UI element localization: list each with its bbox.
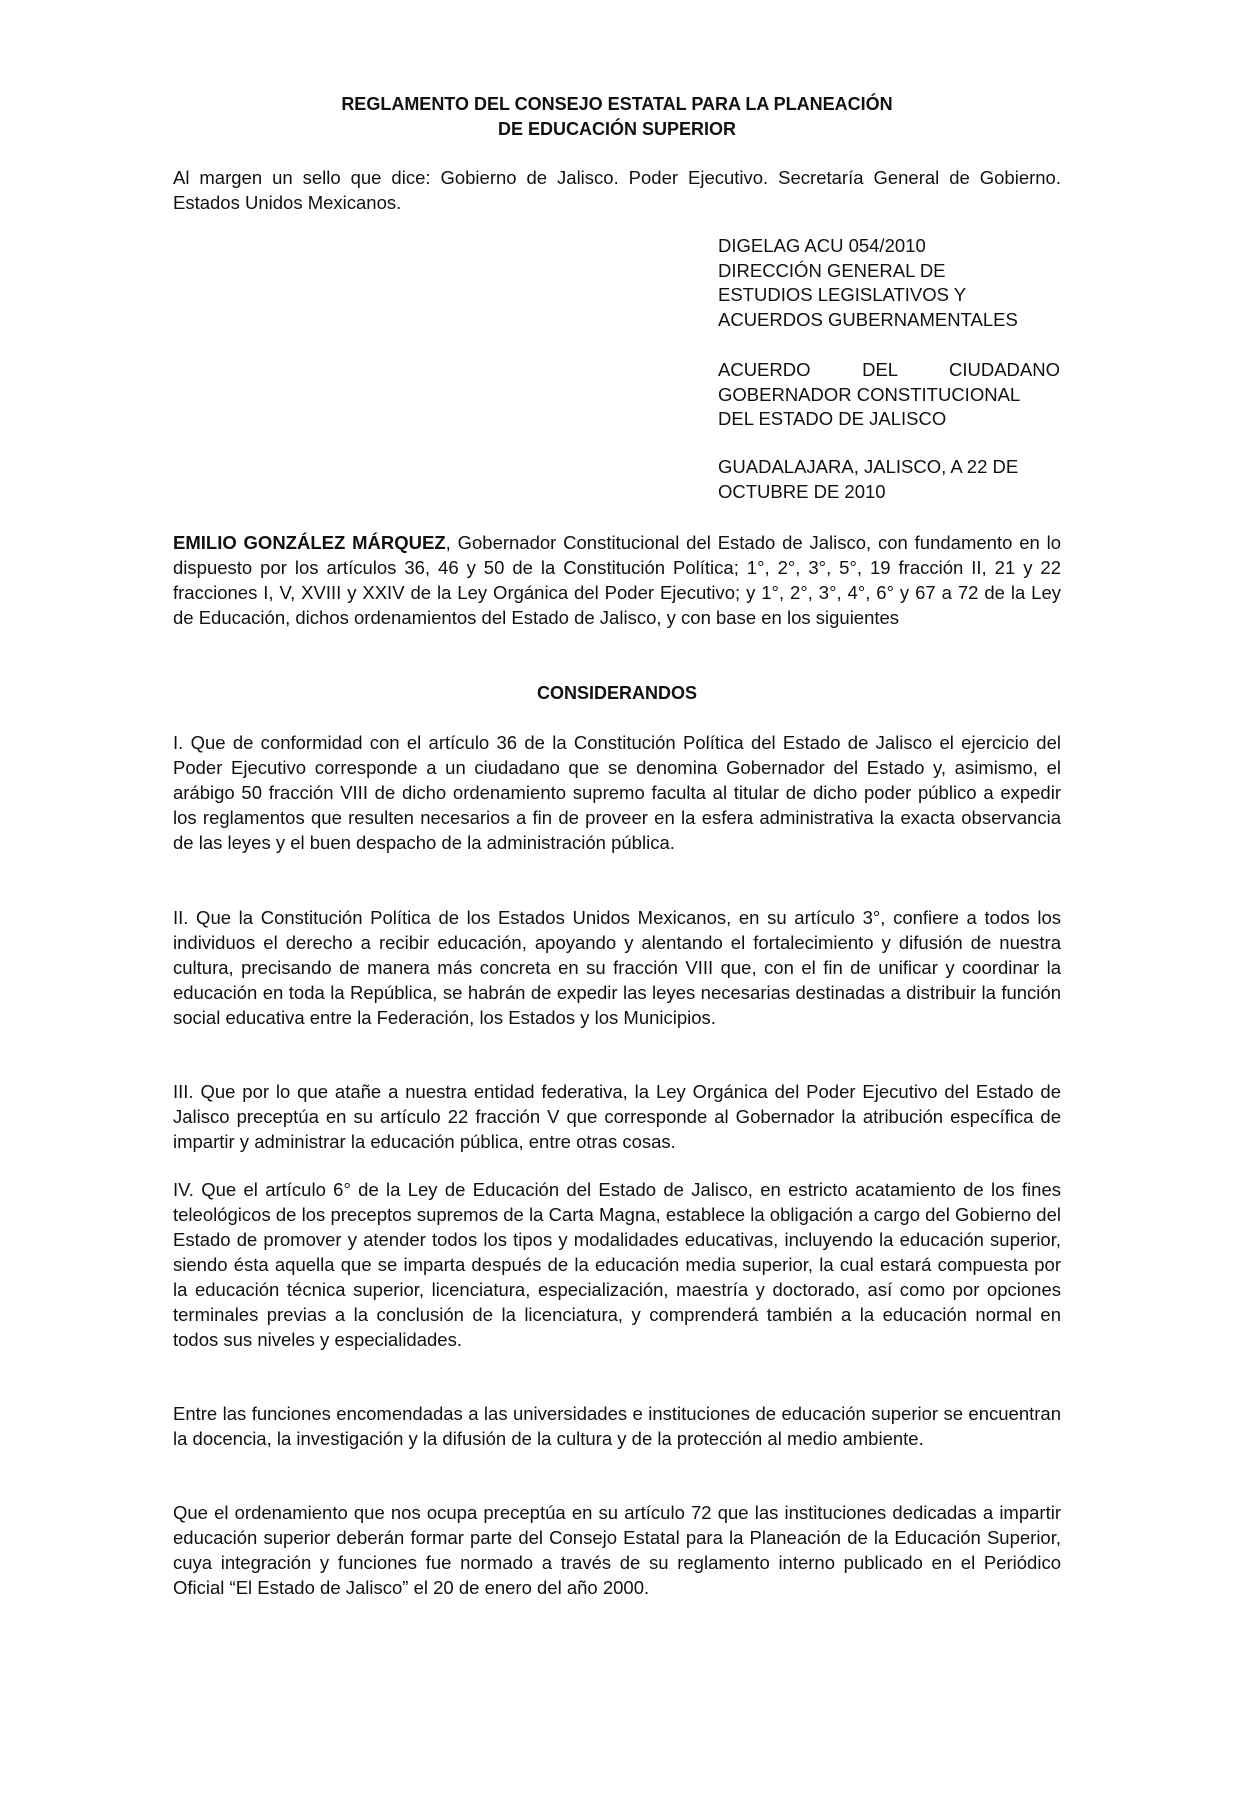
place-date-block bbox=[718, 455, 1060, 504]
agreement-line-1: ACUERDO DEL CIUDADANO bbox=[718, 359, 1060, 380]
regulation-paragraph: Que el ordenamiento que nos ocupa preceptúa en su artículo 72 que las instituciones dedicadas a impartir educación superior deberán formar parte del Consejo Estatal para la Planeación de la Educación Superior, cuya integración y funciones fue normado a través de su reglamento interno publicado en el Periódico Oficial “El Estado de Jalisco” el 20 de enero del año 2000. bbox=[173, 1502, 1061, 1598]
place-date-line-1: GUADALAJARA, JALISCO, A 22 DE bbox=[718, 456, 1019, 477]
document-title bbox=[173, 92, 1061, 142]
reference-line-2: DIRECCIÓN GENERAL DE bbox=[718, 259, 946, 281]
preamble-paragraph bbox=[173, 530, 1061, 630]
reference-block bbox=[718, 234, 1060, 332]
considerando-4: IV. Que el artículo 6° de la Ley de Educación del Estado de Jalisco, en estricto acatamiento de los fines teleológicos de los preceptos supremos de la Carta Magna, establece la obligación a cargo del Gobierno del Estado de promover y atender todos los tipos y modalidades educativas, incluyendo la educación superior, siendo ésta aquella que se imparta después de la educación media superior, la cual estará compuesta por la educación técnica superior, licenciatura, especialización, maestría y doctorado, así como por opciones terminales previas a la conclusión de la licenciatura, y comprenderá también a la educación normal en todos sus niveles y especialidades. bbox=[173, 1179, 1061, 1350]
agreement-line-2: GOBERNADOR CONSTITUCIONAL bbox=[718, 383, 1021, 405]
preamble-text: , Gobernador Constitucional del Estado de Jalisco, con fundamento en lo dispuesto por los artículos 36, 46 y 50 de la Constitución Política; 1°, 2°, 3°, 5°, 19 fracción II, 21 y 22 fracciones I, V, XVIII y XXIV de la Ley Orgánica del Poder Ejecutivo; y 1°, 2°, 3°, 4°, 6° y 67 a 72 de la Ley de Educación, dichos ordenamientos del Estado de Jalisco, y con base en los siguientes bbox=[173, 532, 1062, 628]
considerando-2: II. Que la Constitución Política de los Estados Unidos Mexicanos, en su artículo 3°, confiere a todos los individuos el derecho a recibir educación, apoyando y alentando el fortalecimiento y difusión de nuestra cultura, precisando de manera más concreta en su fracción VIII que, con el fin de unificar y coordinar la educación en toda la República, se habrán de expedir las leyes necesarias destinadas a distribuir la función social educativa entre la Federación, los Estados y los Municipios. bbox=[173, 907, 1061, 1028]
governor-name: EMILIO GONZÁLEZ MÁRQUEZ bbox=[173, 532, 446, 553]
considerando-3: III. Que por lo que atañe a nuestra entidad federativa, la Ley Orgánica del Poder Ejecutivo del Estado de Jalisco preceptúa en su artículo 22 fracción V que corresponde al Gobernador la atribución específica de impartir y administrar la educación pública, entre otras cosas. bbox=[173, 1081, 1061, 1152]
reference-line-4: ACUERDOS GUBERNAMENTALES bbox=[718, 308, 1018, 330]
title-line-2: DE EDUCACIÓN SUPERIOR bbox=[497, 119, 737, 139]
reference-line-1: DIGELAG ACU 054/2010 bbox=[718, 235, 926, 256]
functions-paragraph: Entre las funciones encomendadas a las universidades e instituciones de educación superior se encuentran la docencia, la investigación y la difusión de la cultura y de la protección al medio ambiente. bbox=[173, 1403, 1061, 1449]
considerando-1: I. Que de conformidad con el artículo 36 de la Constitución Política del Estado de Jalisco el ejercicio del Poder Ejecutivo corresponde a un ciudadano que se denomina Gobernador del Estado y, asimismo, el arábigo 50 fracción VIII de dicho ordenamiento supremo faculta al titular de dicho poder público a expedir los reglamentos que resulten necesarios a fin de proveer en la esfera administrativa la exacta observancia de las leyes y el buen despacho de la administración pública. bbox=[173, 732, 1061, 853]
place-date-line-2: OCTUBRE DE 2010 bbox=[718, 480, 886, 502]
agreement-line-3: DEL ESTADO DE JALISCO bbox=[718, 408, 947, 429]
agreement-block bbox=[718, 358, 1060, 432]
considerandos-heading: CONSIDERANDOS bbox=[536, 683, 697, 703]
reference-line-3: ESTUDIOS LEGISLATIVOS Y bbox=[718, 284, 967, 305]
title-line-1: REGLAMENTO DEL CONSEJO ESTATAL PARA LA PLANEACIÓN bbox=[341, 94, 893, 114]
margin-note: Al margen un sello que dice: Gobierno de Jalisco. Poder Ejecutivo. Secretaría General de Gobierno. Estados Unidos Mexicanos. bbox=[173, 167, 1061, 213]
